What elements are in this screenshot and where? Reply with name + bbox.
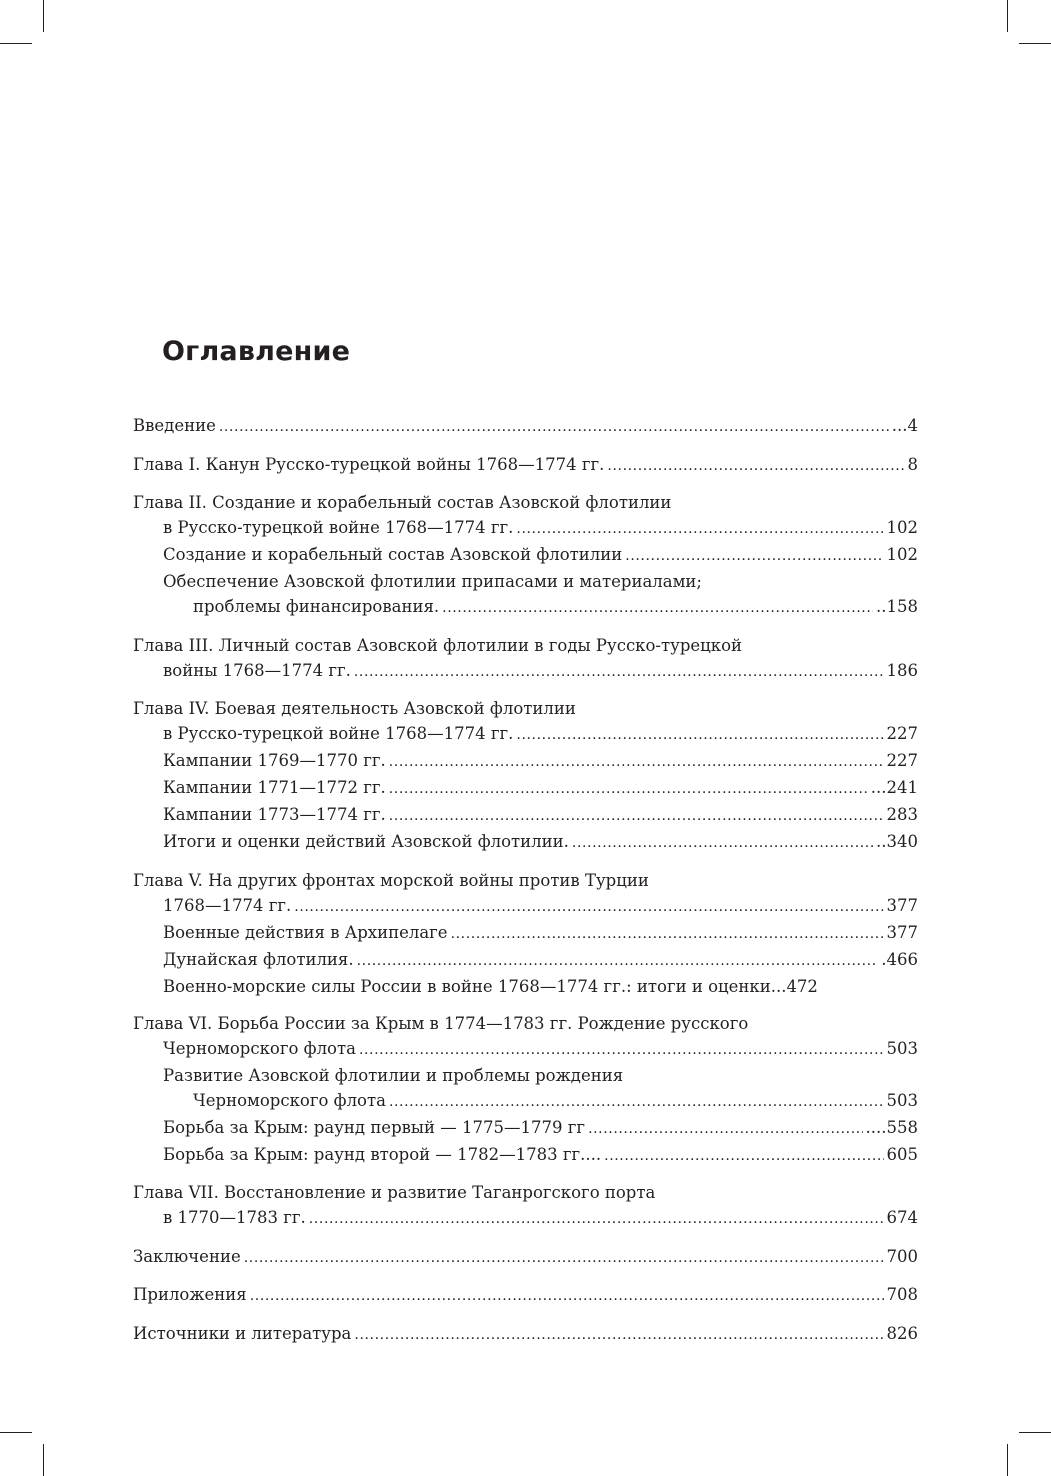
toc-entry-heading[interactable] <box>133 569 918 594</box>
toc-entry[interactable] <box>133 1282 918 1309</box>
toc-group-chapter-3 <box>133 633 918 685</box>
leader-dots <box>516 723 883 748</box>
toc-entry[interactable] <box>133 829 918 856</box>
toc-group-introduction <box>133 413 918 440</box>
toc-group-chapter-7 <box>133 1180 918 1232</box>
toc-group-conclusion <box>133 1244 918 1271</box>
toc-entry-page: 674 <box>886 1208 918 1228</box>
toc-entry[interactable] <box>133 413 918 440</box>
toc-entry[interactable] <box>133 1036 918 1063</box>
crop-mark <box>1019 43 1051 44</box>
toc-entry-page: 708 <box>886 1285 918 1305</box>
leader-dots <box>250 1284 884 1309</box>
toc-entry-title: Военно-морские силы России в войне 1768—1774 гг.: итоги и оценки...472 <box>163 976 818 996</box>
toc-group-chapter-1 <box>133 452 918 479</box>
leader-dots <box>572 831 873 856</box>
leader-dots <box>516 517 883 542</box>
crop-mark <box>43 1444 44 1476</box>
toc-entry-title: Итоги и оценки действий Азовской флотилии. <box>163 832 569 852</box>
crop-mark <box>1019 1432 1051 1433</box>
leader-dots <box>357 949 879 974</box>
toc-entry-title: Борьба за Крым: раунд первый — 1775—1779 гг <box>163 1117 586 1137</box>
toc-entry-heading[interactable] <box>133 696 918 721</box>
leader-dots <box>389 804 884 829</box>
toc-group-sources <box>133 1321 918 1348</box>
toc-entry-page: 227 <box>886 724 918 744</box>
leader-dots <box>389 1090 884 1115</box>
toc-entry-page: 605 <box>886 1144 918 1164</box>
toc-entry-title: Глава VII. Восстановление и развитие Таганрогского порта <box>133 1183 656 1203</box>
toc-entry[interactable] <box>133 893 918 920</box>
leader-dots <box>607 454 904 479</box>
toc-entry-page: 102 <box>886 545 918 565</box>
toc-entry-title: Создание и корабельный состав Азовской флотилии <box>163 545 623 565</box>
toc-entry-title: Глава I. Канун Русско-турецкой войны 1768—1774 гг. <box>133 454 605 474</box>
toc-entry-heading[interactable] <box>133 1011 918 1036</box>
leader-dots <box>442 596 873 621</box>
toc-entry-page: ...241 <box>870 778 918 798</box>
toc-entry-title: Приложения <box>133 1285 247 1305</box>
toc-entry-title: Развитие Азовской флотилии и проблемы рождения <box>163 1065 624 1085</box>
toc-entry[interactable] <box>133 452 918 479</box>
toc-entry-heading[interactable] <box>133 1180 918 1205</box>
leader-dots <box>244 1246 884 1271</box>
toc-entry[interactable] <box>133 920 918 947</box>
toc-entry-title: Дунайская флотилия. <box>163 949 354 969</box>
toc-group-appendices <box>133 1282 918 1309</box>
leader-dots <box>625 544 883 569</box>
crop-mark <box>0 1432 32 1433</box>
toc-entry-title: проблемы финансирования. <box>193 597 440 617</box>
toc-entry-page: 102 <box>886 518 918 538</box>
toc-group-chapter-2 <box>133 490 918 621</box>
leader-dots <box>219 415 889 440</box>
toc-entry-title: в Русско-турецкой войне 1768—1774 гг. <box>163 518 514 538</box>
toc-entry[interactable] <box>133 515 918 542</box>
toc-entry[interactable] <box>133 748 918 775</box>
toc-entry-title: Борьба за Крым: раунд второй — 1782—1783 гг.... <box>163 1144 602 1164</box>
toc-entry-title: Черноморского флота <box>163 1038 356 1058</box>
toc-entry-title: Источники и литература <box>133 1323 352 1343</box>
toc-entry-heading[interactable] <box>133 490 918 515</box>
toc-entry-page: .466 <box>881 949 918 969</box>
toc-entry-page: ..158 <box>876 597 918 617</box>
leader-dots <box>354 1323 883 1348</box>
toc-entry-page: 377 <box>886 895 918 915</box>
leader-dots <box>294 895 883 920</box>
toc-entry-page: 503 <box>886 1090 918 1110</box>
toc-entry[interactable] <box>133 658 918 685</box>
toc-entry[interactable] <box>133 1205 918 1232</box>
leader-dots <box>389 777 868 802</box>
toc-entry-page: 826 <box>886 1323 918 1343</box>
toc-entry-title: Глава II. Создание и корабельный состав Азовской флотилии <box>133 493 672 513</box>
toc-group-chapter-5 <box>133 868 918 999</box>
toc-entry-page: 283 <box>886 805 918 825</box>
toc-entry-title: Глава V. На других фронтах морской войны против Турции <box>133 870 649 890</box>
toc-entry-title: Обеспечение Азовской флотилии припасами и материалами; <box>163 572 702 592</box>
toc-entry-page: 8 <box>907 454 918 474</box>
toc-entry-page: ..340 <box>876 832 918 852</box>
toc-entry[interactable] <box>133 542 918 569</box>
toc-entry-title: Кампании 1773—1774 гг. <box>163 805 386 825</box>
table-of-contents <box>133 413 918 1360</box>
toc-entry[interactable] <box>133 775 918 802</box>
toc-entry[interactable] <box>133 947 918 974</box>
toc-entry[interactable] <box>133 1115 918 1142</box>
toc-entry-title: Заключение <box>133 1246 241 1266</box>
crop-mark <box>43 0 44 32</box>
toc-entry-page: 186 <box>886 660 918 680</box>
toc-group-chapter-4 <box>133 696 918 856</box>
crop-mark <box>1007 0 1008 32</box>
toc-entry-heading[interactable] <box>133 868 918 893</box>
toc-group-chapter-6 <box>133 1011 918 1169</box>
toc-entry-title: 1768—1774 гг. <box>163 895 292 915</box>
leader-dots <box>359 1038 884 1063</box>
toc-entry-heading[interactable] <box>133 633 918 658</box>
toc-entry-page: 503 <box>886 1038 918 1058</box>
leader-dots <box>354 660 884 685</box>
toc-entry-page: ...4 <box>891 416 918 435</box>
toc-entry-title: в Русско-турецкой войне 1768—1774 гг. <box>163 724 514 744</box>
toc-entry-page: ....558 <box>865 1117 918 1137</box>
toc-entry[interactable] <box>133 721 918 748</box>
toc-entry-title: Глава III. Личный состав Азовской флотилии в годы Русско-турецкой <box>133 635 743 655</box>
toc-entry-page: 227 <box>886 751 918 771</box>
toc-entry-title: Глава VI. Борьба России за Крым в 1774—1783 гг. Рождение русского <box>133 1013 749 1033</box>
leader-dots <box>451 922 884 947</box>
leader-dots <box>604 1144 883 1169</box>
toc-entry[interactable] <box>133 1142 918 1169</box>
toc-entry-title: Глава IV. Боевая деятельность Азовской флотилии <box>133 699 576 719</box>
crop-mark <box>1007 1444 1008 1476</box>
toc-entry[interactable] <box>133 594 918 621</box>
toc-entry[interactable] <box>133 802 918 829</box>
toc-entry-title: Черноморского флота <box>193 1090 386 1110</box>
leader-dots <box>309 1207 884 1232</box>
toc-entry-heading[interactable] <box>133 1063 918 1088</box>
toc-entry[interactable] <box>133 1244 918 1271</box>
toc-entry-page: 700 <box>886 1246 918 1266</box>
crop-mark <box>0 43 32 44</box>
toc-entry-title: войны 1768—1774 гг. <box>163 660 351 680</box>
toc-entry-title: в 1770—1783 гг. <box>163 1208 306 1228</box>
toc-entry-title: Кампании 1769—1770 гг. <box>163 751 386 771</box>
toc-entry[interactable] <box>133 974 918 999</box>
toc-entry[interactable] <box>133 1088 918 1115</box>
toc-entry-title: Кампании 1771—1772 гг. <box>163 778 386 798</box>
leader-dots <box>588 1117 862 1142</box>
toc-entry-title: Военные действия в Архипелаге <box>163 922 448 942</box>
toc-entry[interactable] <box>133 1321 918 1348</box>
toc-entry-page: 377 <box>886 922 918 942</box>
page-title: Оглавление <box>162 336 351 367</box>
toc-entry-title: Введение <box>133 416 216 435</box>
leader-dots <box>389 750 884 775</box>
